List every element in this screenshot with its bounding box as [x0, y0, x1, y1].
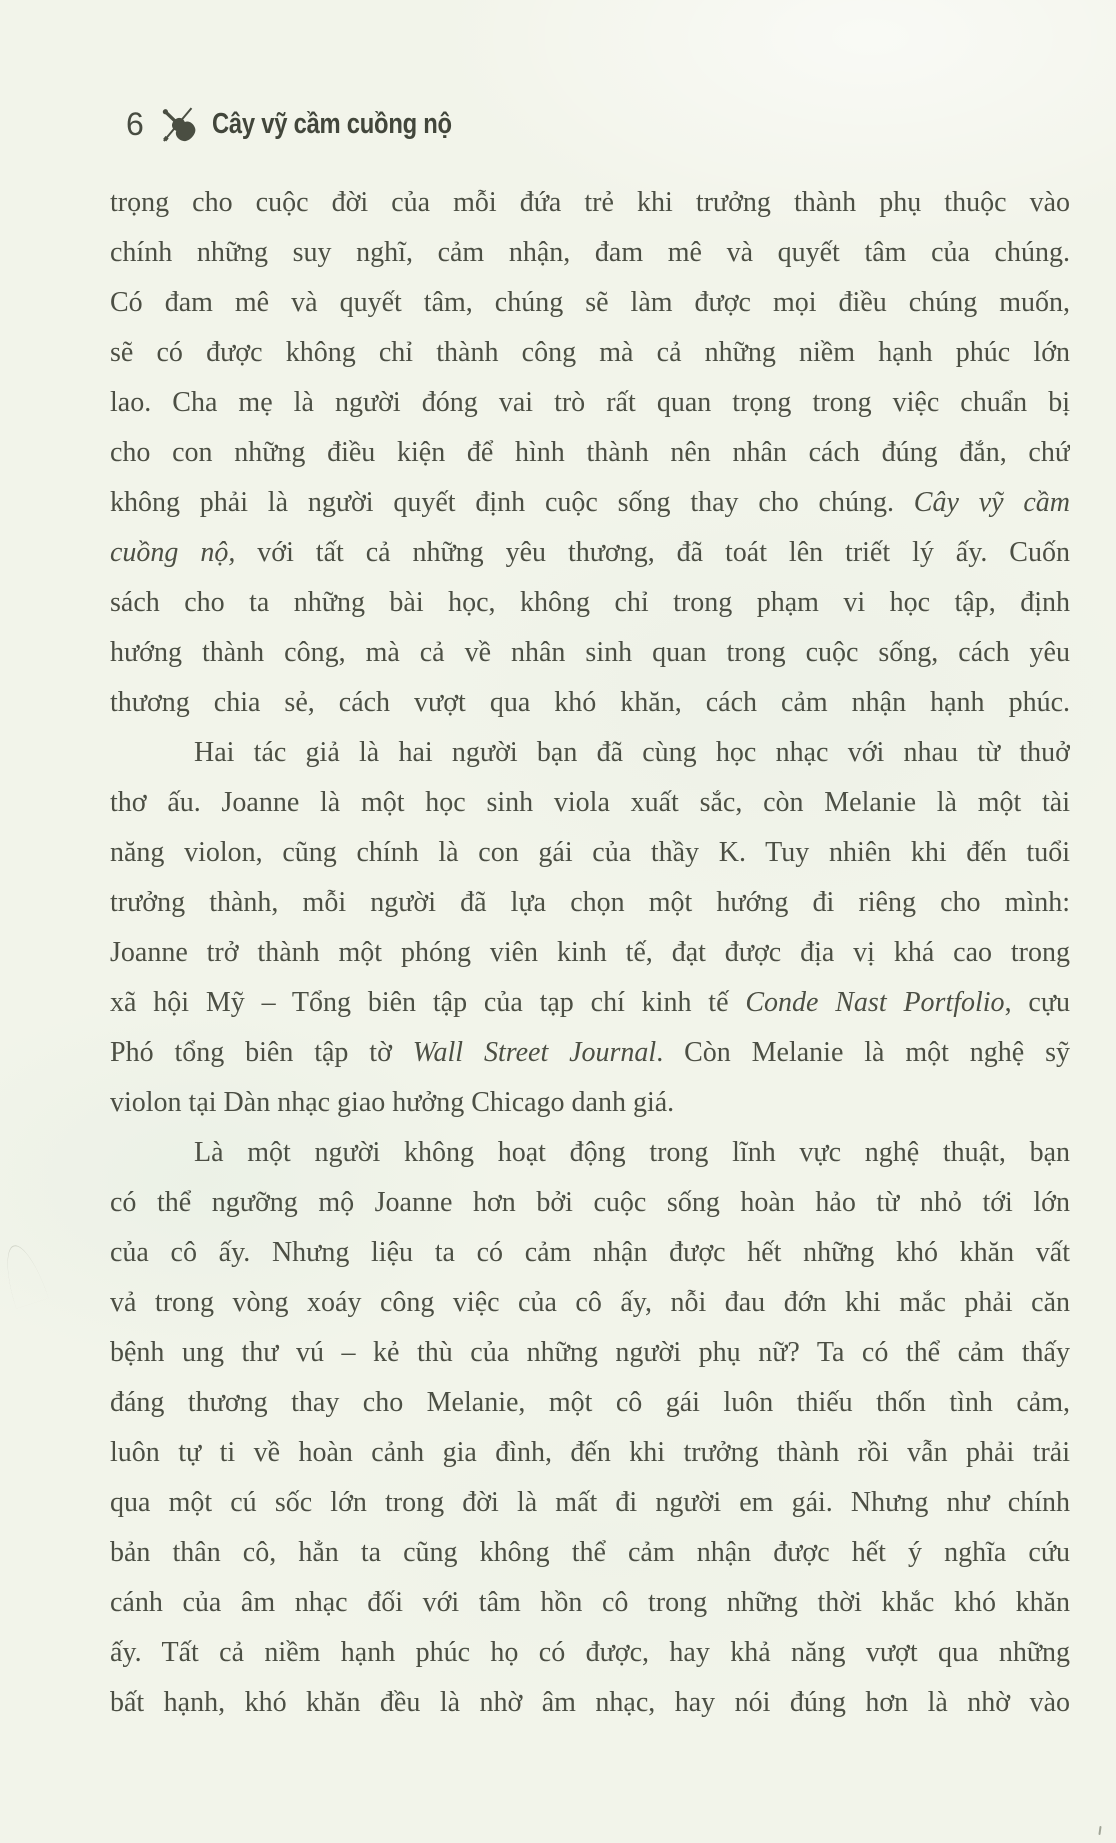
- text-line: [110, 528, 1070, 578]
- text-line: [110, 328, 1070, 378]
- page-number: 6: [126, 106, 144, 142]
- text-line: [110, 478, 1070, 528]
- text-segment: Hai tác giả là hai người bạn đã cùng học nhạc với nhau từ thuở: [194, 737, 1070, 768]
- paper-crease: [0, 1240, 49, 1309]
- text-segment: vả trong vòng xoáy công việc của cô ấy, nỗi đau đớn khi mắc phải căn: [110, 1287, 1070, 1318]
- text-segment: luôn tự ti về hoàn cảnh gia đình, đến khi trưởng thành rồi vẫn phải trải: [110, 1437, 1070, 1468]
- text-segment: Là một người không hoạt động trong lĩnh vực nghệ thuật, bạn: [194, 1137, 1070, 1168]
- text-segment: thơ ấu. Joanne là một học sinh viola xuất sắc, còn Melanie là một tài: [110, 787, 1070, 818]
- text-line: [110, 928, 1070, 978]
- text-segment: violon tại Dàn nhạc giao hưởng Chicago danh giá.: [110, 1087, 675, 1118]
- text-segment: năng violon, cũng chính là con gái của thầy K. Tuy nhiên khi đến tuổi: [110, 837, 1070, 868]
- scan-speck: [1098, 1826, 1101, 1835]
- text-line: [110, 1128, 1070, 1178]
- text-line: [110, 428, 1070, 478]
- text-line: [110, 1328, 1070, 1378]
- text-line: [110, 1478, 1070, 1528]
- running-title: Cây vỹ cầm cuồng nộ: [211, 107, 452, 140]
- text-line: [110, 778, 1070, 828]
- text-segment: cánh của âm nhạc đối với tâm hồn cô trong những thời khắc khó khăn: [110, 1587, 1070, 1618]
- italic-text-segment: Cây vỹ cầm: [913, 487, 1070, 518]
- text-segment: ấy. Tất cả niềm hạnh phúc họ có được, hay khả năng vượt qua những: [110, 1637, 1070, 1668]
- text-segment: sách cho ta những bài học, không chỉ trong phạm vi học tập, định: [110, 587, 1070, 618]
- text-segment: cho con những điều kiện để hình thành nên nhân cách đúng đắn, chứ: [110, 437, 1070, 468]
- text-segment: bản thân cô, hẳn ta cũng không thể cảm nhận được hết ý nghĩa cứu: [110, 1537, 1070, 1568]
- text-line: [110, 978, 1070, 1028]
- text-segment: có thể ngưỡng mộ Joanne hơn bởi cuộc sống hoàn hảo từ nhỏ tới lớn: [110, 1187, 1070, 1218]
- text-segment: Phó tổng biên tập tờ: [110, 1037, 413, 1068]
- text-line: [110, 1528, 1070, 1578]
- text-segment: trọng cho cuộc đời của mỗi đứa trẻ khi trưởng thành phụ thuộc vào: [110, 187, 1070, 218]
- text-line: [110, 378, 1070, 428]
- text-segment: Joanne trở thành một phóng viên kinh tế, đạt được địa vị khá cao trong: [110, 937, 1070, 968]
- text-segment: đáng thương thay cho Melanie, một cô gái luôn thiếu thốn tình cảm,: [110, 1387, 1070, 1418]
- text-segment: của cô ấy. Nhưng liệu ta có cảm nhận được hết những khó khăn vất: [110, 1237, 1070, 1268]
- text-segment: bệnh ung thư vú – kẻ thù của những người phụ nữ? Ta có thể cảm thấy: [110, 1337, 1070, 1368]
- text-line: [110, 1078, 1070, 1128]
- text-line: [110, 828, 1070, 878]
- text-segment: lao. Cha mẹ là người đóng vai trò rất quan trọng trong việc chuẩn bị: [110, 387, 1070, 418]
- text-line: [110, 1578, 1070, 1628]
- text-line: [110, 578, 1070, 628]
- italic-text-segment: cuồng nộ,: [110, 537, 236, 568]
- text-segment: trưởng thành, mỗi người đã lựa chọn một hướng đi riêng cho mình:: [110, 887, 1070, 918]
- text-segment: thương chia sẻ, cách vượt qua khó khăn, cách cảm nhận hạnh phúc.: [110, 687, 1070, 718]
- text-line: [110, 1678, 1070, 1728]
- text-line: [110, 1228, 1070, 1278]
- text-line: [110, 228, 1070, 278]
- text-line: [110, 1278, 1070, 1328]
- text-line: [110, 678, 1070, 728]
- page-body: [110, 178, 1070, 1728]
- italic-text-segment: Conde Nast Portfolio: [745, 987, 1005, 1018]
- text-line: [110, 278, 1070, 328]
- violin-with-bow-icon: [156, 98, 202, 150]
- text-line: [110, 878, 1070, 928]
- text-segment: với tất cả những yêu thương, đã toát lên triết lý ấy. Cuốn: [235, 537, 1070, 568]
- text-line: [110, 1428, 1070, 1478]
- text-segment: sẽ có được không chỉ thành công mà cả những niềm hạnh phúc lớn: [110, 337, 1070, 368]
- text-line: [110, 1628, 1070, 1678]
- text-segment: , cựu: [1004, 987, 1070, 1018]
- text-line: [110, 728, 1070, 778]
- text-line: [110, 178, 1070, 228]
- text-segment: . Còn Melanie là một nghệ sỹ: [656, 1037, 1070, 1068]
- text-line: [110, 628, 1070, 678]
- text-segment: xã hội Mỹ – Tổng biên tập của tạp chí kinh tế: [110, 987, 746, 1018]
- text-segment: không phải là người quyết định cuộc sống thay cho chúng.: [110, 487, 914, 518]
- italic-text-segment: Wall Street Journal: [412, 1037, 657, 1068]
- text-segment: qua một cú sốc lớn trong đời là mất đi người em gái. Nhưng như chính: [110, 1487, 1070, 1518]
- text-segment: hướng thành công, mà cả về nhân sinh quan trong cuộc sống, cách yêu: [110, 637, 1070, 668]
- text-segment: Có đam mê và quyết tâm, chúng sẽ làm được mọi điều chúng muốn,: [110, 287, 1070, 318]
- text-segment: chính những suy nghĩ, cảm nhận, đam mê và quyết tâm của chúng.: [110, 237, 1070, 268]
- page-header: [126, 98, 504, 150]
- text-segment: bất hạnh, khó khăn đều là nhờ âm nhạc, hay nói đúng hơn là nhờ vào: [110, 1687, 1070, 1718]
- text-line: [110, 1178, 1070, 1228]
- text-line: [110, 1378, 1070, 1428]
- text-line: [110, 1028, 1070, 1078]
